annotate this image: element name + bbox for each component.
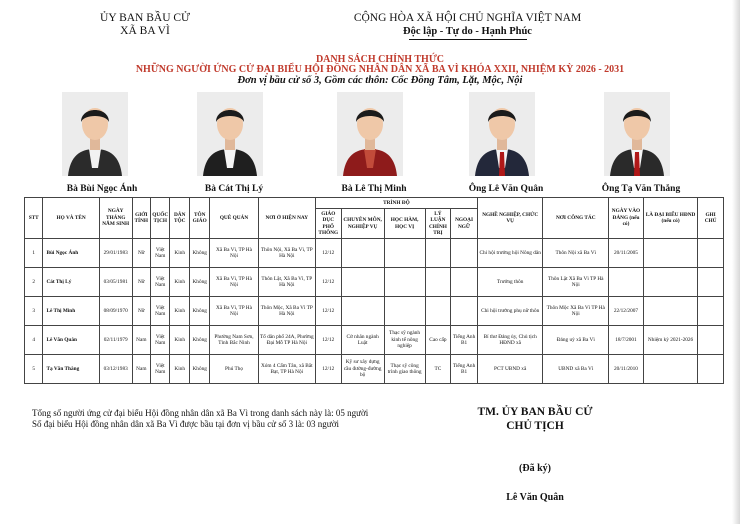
cell-dob: 29/01/1983 [99,239,132,268]
cell-council-member: Nhiệm kỳ 2021-2026 [643,326,697,355]
cell-ethnicity: Kinh [170,297,189,326]
cell-note [698,239,724,268]
motto-underline [409,39,527,40]
cell-ethnicity: Kinh [170,355,189,384]
cell-academic-degree: Thạc sỹ công trình giao thông [384,355,425,384]
col-general-education: GIÁO DỤC PHỔ THÔNG [315,209,341,239]
issuer-commune: XÃ BA VÌ [120,25,170,37]
cell-general-education: 12/12 [315,355,341,384]
cell-nationality: Việt Nam [151,239,170,268]
cell-stt: 1 [25,239,43,268]
col-academic-degree: HỌC HÀM, HỌC VỊ [384,209,425,239]
cell-workplace: Thôn Mộc Xã Ba Vì TP Hà Nội [543,297,609,326]
cell-gender: Nữ [132,268,150,297]
cell-political-theory [425,297,451,326]
cell-residence: Tổ dân phố 24A, Phường Đại Mỗ TP Hà Nội [258,326,315,355]
cell-council-member [643,297,697,326]
cell-academic-degree [384,297,425,326]
issuer-header [80,12,210,38]
cell-hometown: Xã Ba Vì, TP Hà Nội [210,268,258,297]
cell-political-theory [425,239,451,268]
photo-caption: Bà Bùi Ngọc Ánh [66,184,138,194]
cell-academic-degree [384,268,425,297]
cell-occupation: Chi hội trưởng hội Nông dân [477,239,543,268]
cell-ethnicity: Kinh [170,268,189,297]
signature-block [470,405,600,433]
col-dob: NGÀY THÁNG NĂM SINH [99,198,132,239]
cell-stt: 4 [25,326,43,355]
candidate-photo [604,92,670,176]
cell-foreign-language [451,297,478,326]
photo-caption: Bà Cát Thị Lý [204,184,264,194]
cell-religion: Không [189,326,209,355]
cell-stt: 3 [25,297,43,326]
cell-political-theory: Cao cấp [425,326,451,355]
cell-hometown: Phường Nam Sơn, Tỉnh Bắc Ninh [210,326,258,355]
cell-religion: Không [189,268,209,297]
cell-occupation: Chi hội trưởng phụ nữ thôn [477,297,543,326]
photo-caption: Bà Lê Thị Minh [341,184,407,194]
table-row [25,268,724,297]
candidate-photo [469,92,535,176]
page-edge-shadow [732,0,740,524]
candidate-rows [25,239,724,384]
cell-political-theory [425,268,451,297]
cell-note [698,355,724,384]
cell-hometown: Phú Thọ [210,355,258,384]
cell-occupation: Trưởng thôn [477,268,543,297]
col-stt: STT [25,198,43,239]
col-political-theory: LÝ LUẬN CHÍNH TRỊ [425,209,451,239]
cell-professional [341,268,384,297]
cell-council-member [643,268,697,297]
table-row [25,326,724,355]
national-header [350,12,585,40]
document-subtitle: NHỮNG NGƯỜI ỨNG CỬ ĐẠI BIỂU HỘI ĐỒNG NHÂN DÂN XÃ BA VÌ KHÓA XXII, NHIỆM KỲ 2026 - 2031 [135,64,625,75]
candidate-photo [197,92,263,176]
cell-ethnicity: Kinh [170,239,189,268]
signer-name: Lê Văn Quân [506,492,564,503]
col-foreign-language: NGOẠI NGỮ [451,209,478,239]
cell-foreign-language: Tiếng Anh B1 [451,326,478,355]
signature-role: CHỦ TỊCH [506,420,564,432]
cell-nationality: Việt Nam [151,326,170,355]
cell-party-date [609,268,644,297]
cell-name: Tạ Văn Thắng [43,355,99,384]
cell-dob: 03/05/1981 [99,268,132,297]
cell-professional [341,239,384,268]
cell-gender: Nam [132,326,150,355]
cell-nationality: Việt Nam [151,268,170,297]
candidate-photo [62,92,128,176]
cell-general-education: 12/12 [315,326,341,355]
cell-academic-degree: Thạc sỹ ngành kinh tế nông nghiệp [384,326,425,355]
col-ethnicity: DÂN TỘC [170,198,189,239]
electoral-unit: Đơn vị bầu cử số 3, Gồm các thôn: Cốc Đồng Tâm, Lặt, Mộc, Nội [237,75,523,86]
col-party-date: NGÀY VÀO ĐẢNG (nếu có) [609,198,644,239]
cell-general-education: 12/12 [315,268,341,297]
photo-caption: Ông Tạ Văn Thắng [601,184,681,194]
cell-dob: 08/09/1970 [99,297,132,326]
col-workplace: NƠI CÔNG TÁC [543,198,609,239]
document-title: DANH SÁCH CHÍNH THỨC [315,54,445,65]
cell-dob: 03/12/1983 [99,355,132,384]
table-row [25,355,724,384]
national-title: CỘNG HÒA XÃ HỘI CHỦ NGHĨA VIỆT NAM [353,12,582,24]
cell-note [698,297,724,326]
cell-foreign-language: Tiếng Anh B1 [451,355,478,384]
cell-gender: Nữ [132,239,150,268]
candidate-photo [337,92,403,176]
col-professional: CHUYÊN MÔN, NGHIỆP VỤ [341,209,384,239]
cell-ethnicity: Kinh [170,326,189,355]
col-residence: NƠI Ở HIỆN NAY [258,198,315,239]
cell-workplace: Thôn Nội xã Ba Vì [543,239,609,268]
cell-workplace: Thôn Lặt Xã Ba Vì TP Hà Nội [543,268,609,297]
cell-name: Bùi Ngọc Ánh [43,239,99,268]
cell-occupation: Bí thư Đảng ủy, Chủ tịch HĐND xã [477,326,543,355]
col-council-member: LÀ ĐẠI BIỂU HĐND (nếu có) [643,198,697,239]
cell-hometown: Xã Ba Vì, TP Hà Nội [210,239,258,268]
cell-stt: 2 [25,268,43,297]
issuer-name: ỦY BAN BẦU CỬ [100,12,190,24]
cell-religion: Không [189,297,209,326]
cell-religion: Không [189,239,209,268]
cell-party-date: 20/11/2010 [609,355,644,384]
table-row [25,239,724,268]
cell-political-theory: TC [425,355,451,384]
cell-professional: Kỹ sư xây dựng cầu đường-đường bộ [341,355,384,384]
cell-dob: 02/11/1979 [99,326,132,355]
cell-gender: Nam [132,355,150,384]
col-group-education: TRÌNH ĐỘ [315,198,477,209]
cell-residence: Xóm 4 Cẩm Tân, xã Bắt Bạt, TP Hà Nội [258,355,315,384]
cell-stt: 5 [25,355,43,384]
cell-name: Lê Thị Minh [43,297,99,326]
cell-name: Lê Văn Quân [43,326,99,355]
cell-name: Cát Thị Lý [43,268,99,297]
cell-professional [341,297,384,326]
cell-foreign-language [451,239,478,268]
col-hometown: QUÊ QUÁN [210,198,258,239]
cell-council-member [643,239,697,268]
cell-nationality: Việt Nam [151,297,170,326]
seats-note: Số đại biểu Hội đồng nhân dân xã Ba Vì được bầu tại đơn vị bầu cử số 3 là: 03 người [32,419,339,429]
col-note: GHI CHÚ [698,198,724,239]
cell-residence: Thôn Lặt, Xã Ba Vì, TP Hà Nội [258,268,315,297]
signed-mark: (Đã ký) [519,463,551,474]
cell-workplace: UBND xã Ba Vì [543,355,609,384]
cell-residence: Thôn Mộc, Xã Ba Vì TP Hà Nội [258,297,315,326]
photo-caption: Ông Lê Văn Quân [468,184,544,194]
cell-nationality: Việt Nam [151,355,170,384]
signature-org: TM. ỦY BAN BẦU CỬ [477,406,593,418]
national-motto: Độc lập - Tự do - Hạnh Phúc [403,26,532,37]
cell-note [698,326,724,355]
col-name: HỌ VÀ TÊN [43,198,99,239]
cell-party-date: 22/12/2007 [609,297,644,326]
table-row [25,297,724,326]
cell-academic-degree [384,239,425,268]
cell-hometown: Xã Ba Vì, TP Hà Nội [210,297,258,326]
col-gender: GIỚI TÍNH [132,198,150,239]
col-religion: TÔN GIÁO [189,198,209,239]
cell-workplace: Đảng uỷ xã Ba Vì [543,326,609,355]
cell-general-education: 12/12 [315,239,341,268]
candidate-table [24,197,724,384]
cell-professional: Cử nhân ngành Luật [341,326,384,355]
cell-religion: Không [189,355,209,384]
cell-council-member [643,355,697,384]
cell-note [698,268,724,297]
cell-foreign-language [451,268,478,297]
cell-party-date: 18/7/2001 [609,326,644,355]
col-nationality: QUỐC TỊCH [151,198,170,239]
cell-residence: Thôn Nội, Xã Ba Vì, TP Hà Nội [258,239,315,268]
cell-gender: Nữ [132,297,150,326]
total-candidates-note: Tổng số người ứng cử đại biểu Hội đồng nhân dân xã Ba Vì trong danh sách này là: 05 người [32,408,369,418]
cell-general-education: 12/12 [315,297,341,326]
cell-occupation: PCT UBND xã [477,355,543,384]
col-occupation: NGHỀ NGHIỆP, CHỨC VỤ [477,198,543,239]
cell-party-date: 20/11/2005 [609,239,644,268]
